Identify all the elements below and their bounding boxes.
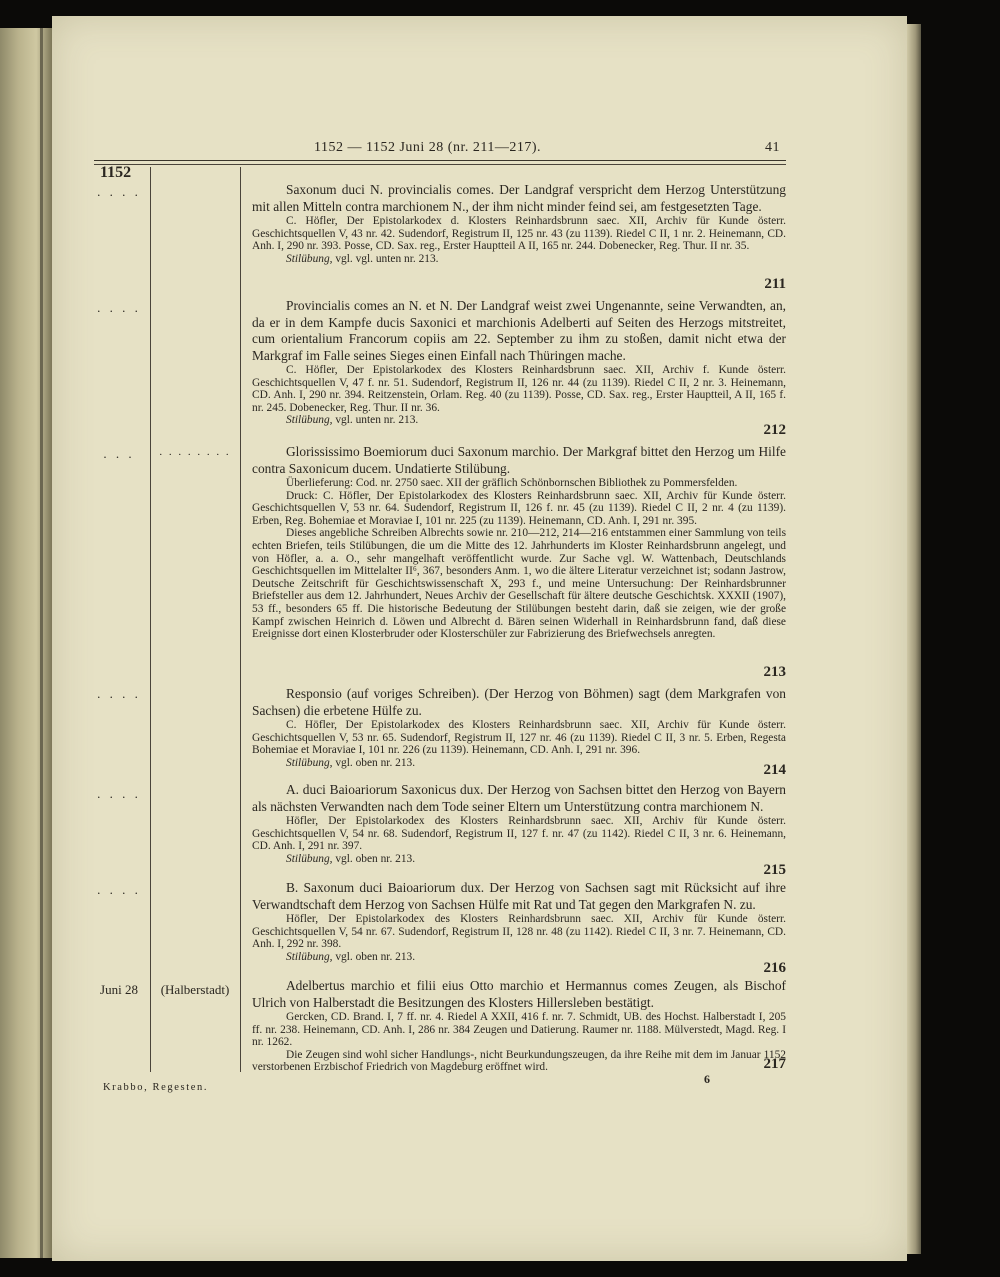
column-divider-place — [240, 167, 241, 1072]
entry-number: 216 — [763, 960, 786, 976]
date-marker: . . . . — [97, 882, 141, 897]
regest-entry-213 — [252, 444, 786, 680]
year-label: 1152 — [100, 164, 132, 181]
entry-tradition: Überlieferung: Cod. nr. 2750 saec. XII der gräflich Schönbornschen Bibliothek zu Pommersfelden. — [286, 477, 738, 489]
entry-sources: C. Höfler, Der Epistolarkodex d. Klosters Reinhardsbrunn saec. XII, Archiv für Kunde österr. Geschichtsquellen V, 43 nr. 42. Sudendorf, Registrum II, 125 nr. 43 (zu 1139). Riedel C II, 1 nr. 2. Heinemann, CD. Anh. I, 290 nr. 393. Posse, CD. Sax. reg., Erster Hauptteil A II, 165 nr. 244. Dobenecker, Reg. Thur. II nr. 35. — [252, 215, 786, 253]
stil-text: vgl. oben nr. 213. — [332, 756, 416, 769]
entry-summary: Responsio (auf voriges Schreiben). (Der Herzog von Böhmen) sagt (dem Markgrafen von Sachsen) die erbetene Hülfe zu. — [252, 686, 786, 718]
sheet-signature: 6 — [704, 1072, 710, 1086]
entry-number: 212 — [763, 422, 786, 438]
regest-entry-216 — [252, 880, 786, 976]
entry-remark — [286, 253, 786, 266]
entry-sources: C. Höfler, Der Epistolarkodex des Klosters Reinhardsbrunn saec. XII, Archiv für Kunde österr. Geschichtsquellen V, 53 nr. 65. Sudendorf, Registrum II, 127 nr. 46 (zu 1139). Riedel C II, 3 nr. 5. Erben, Regesta Bohemiae et Moraviae I, 101 nr. 226 (zu 1139). Heinemann, CD. Anh. I, 291 nr. 396. — [252, 719, 786, 757]
entry-number: 215 — [763, 862, 786, 878]
entry-sources: C. Höfler, Der Epistolarkodex des Klosters Reinhardsbrunn saec. XII, Archiv f. Kunde österr. Geschichtsquellen V, 47 f. nr. 51. Sudendorf, Registrum II, 126 nr. 44 (zu 1139). Riedel C II, 2 nr. 3. Heinemann, CD. Anh. I, 290 nr. 394. Reitzenstein, Orlam. Reg. 40 (zu 1139). Posse, CD. Sax. reg., Erster Hauptteil, A II, 165 f. nr. 245. Dobenecker, Reg. Thur. II nr. 36. — [252, 364, 786, 414]
entry-print: Druck: C. Höfler, Der Epistolarkodex des Klosters Reinhardsbrunn saec. XII, Archiv für Kunde österr. Geschichtsquellen V, 53 nr. 64. Sudendorf, Registrum II, 126 f. nr. 45 (zu 1139). Riedel C II, 2 nr. 4 (zu 1139). Erben, Reg. Bohemiae et Moraviae I, 101 nr. 225 (zu 1139). Heinemann, CD. Anh. I, 291 nr. 395. — [252, 489, 786, 527]
header-rule — [94, 160, 786, 161]
page-edge — [907, 24, 921, 1254]
entry-commentary: Dieses angebliche Schreiben Albrechts sowie nr. 210—212, 214—216 entstammen einer Sammlung von teils echten Briefen, teils Stilübungen, die um die Mitte des 12. Jahrhunderts im Kloster Reinhardsbrunn angelegt, und von Höfler, a. a. O., sehr mangelhaft veröffentlicht wurde. Zur Sache vgl. W. Wattenbach, Deutschlands Geschichtsquellen im Mittelalter II⁶, 367, besonders Anm. 1, wo die ältere Literatur verzeichnet ist; sodann Jastrow, Deutsche Zeitschrift für Geschichtswissenschaft X, 293 f., und meine Untersuchung: Der Reinhardsbrunner Briefsteller aus dem 12. Jahrhundert, Neues Archiv der Gesellschaft für ältere deutsche Geschichtsk. XXXII (1907), 53 ff., besonders 65 ff. Die historische Bedeutung der Stilübungen besteht darin, daß sie zeigen, wie der große Kampf zwischen Heinrich d. Löwen und Albrecht d. Bären seinen Widerhall in Reinhardsbrunn fand, daß diese Ereignisse dort einen Klosterbruder oder Klosterschüler zur Fabrizierung des Briefwechsels anregten. — [252, 527, 786, 641]
date-marker: . . . . — [97, 786, 141, 801]
entry-remark — [286, 414, 786, 427]
entry-number: 213 — [763, 664, 786, 680]
entry-place: (Halberstadt) — [160, 982, 230, 997]
regest-entry-211 — [252, 182, 786, 290]
regest-entry-214 — [252, 686, 786, 778]
entry-summary: Adelbertus marchio et filii eius Otto marchio et Hermannus comes Zeugen, als Bischof Ulrich von Halberstadt die Besitzungen des Klosters Hillersleben bestätigt. — [252, 978, 786, 1010]
date-marker: . . . . — [97, 300, 141, 315]
entry-sources: Höfler, Der Epistolarkodex des Klosters Reinhardsbrunn saec. XII, Archiv für Kunde österr. Geschichtsquellen V, 54 nr. 67. Sudendorf, Registrum II, 128 nr. 48 (zu 1142). Riedel C II, 3 nr. 7. Heinemann, CD. Anh. I, 292 nr. 398. — [252, 913, 786, 951]
stil-text: vgl. oben nr. 213. — [332, 950, 416, 963]
entry-date: Juni 28 — [100, 982, 138, 997]
date-marker: . . . . — [97, 184, 141, 199]
place-marker: . . . . . . . . — [159, 446, 231, 458]
date-marker: . . . . — [97, 686, 141, 701]
entry-summary: A. duci Baioariorum Saxonicus dux. Der Herzog von Sachsen bittet den Herzog von Bayern als nächsten Verwandten nach dem Tode seiner Eltern um Unterstützung contra marchionem N. — [252, 782, 786, 814]
page-fold — [40, 28, 43, 1258]
stil-label: Stilübung, — [286, 950, 333, 963]
entry-sources: Gercken, CD. Brand. I, 7 ff. nr. 4. Riedel A XXII, 416 f. nr. 7. Schmidt, UB. des Hochst. Halberstadt I, 205 ff. nr. 238. Heinemann, CD. Anh. I, 286 nr. 384 Zeugen und Datierung. Raumer nr. 1188. Mülverstedt, Magd. Reg. I nr. 1262. — [252, 1011, 786, 1049]
entry-remark — [286, 757, 786, 770]
entry-sources: Höfler, Der Epistolarkodex des Klosters Reinhardsbrunn saec. XII, Archiv für Kunde österr. Geschichtsquellen V, 54 nr. 68. Sudendorf, Registrum II, 127 f. nr. 47 (zu 1142). Riedel C II, 3 nr. 6. Heinemann, CD. Anh. I, 291 nr. 397. — [252, 815, 786, 853]
entry-commentary: Die Zeugen sind wohl sicher Handlungs-, nicht Beurkundungszeugen, da ihre Reihe mit dem im Januar 1152 verstorbenen Erzbischof Friedrich von Magdeburg eröffnet wird. — [252, 1048, 786, 1074]
stil-label: Stilübung, — [286, 414, 333, 427]
stil-label: Stilübung, — [286, 756, 333, 769]
entry-summary: Saxonum duci N. provincialis comes. Der Landgraf verspricht dem Herzog Unterstützung mit allen Mitteln contra marchionem N., der ihm nicht minder feind sei, am festgesetzten Tage. — [252, 182, 786, 214]
stil-text: vgl. oben nr. 213. — [332, 852, 416, 865]
page-header — [94, 140, 786, 162]
regest-entry-217 — [252, 978, 786, 1074]
entry-remark — [286, 951, 786, 964]
footer-title: Krabbo, Regesten. — [103, 1082, 209, 1093]
entry-number: 214 — [763, 762, 786, 778]
entry-remark — [286, 853, 786, 866]
regest-entry-215 — [252, 782, 786, 878]
date-marker: . . . — [103, 446, 135, 461]
column-divider-date — [150, 167, 151, 1072]
entry-number: 217 — [763, 1056, 786, 1072]
left-page-edge — [0, 28, 52, 1258]
entry-number: 211 — [764, 276, 786, 292]
entry-summary: B. Saxonum duci Baioariorum dux. Der Herzog von Sachsen sagt mit Rücksicht auf ihre Verwandtschaft dem Herzog von Sachsen Hülfe mit Rat und Tat gegen den Markgrafen N. zu. — [252, 880, 786, 912]
entry-summary: Glorississimo Boemiorum duci Saxonum marchio. Der Markgraf bittet den Herzog um Hilfe contra Saxonicum ducem. Undatierte Stilübung. — [252, 444, 786, 476]
running-title: 1152 — 1152 Juni 28 (nr. 211—217). — [314, 140, 541, 155]
stil-label: Stilübung, — [286, 252, 333, 265]
stil-text: vgl. vgl. unten nr. 213. — [332, 252, 439, 265]
page-number: 41 — [765, 140, 780, 155]
stil-text: vgl. unten nr. 213. — [332, 414, 419, 427]
regest-entry-212 — [252, 298, 786, 438]
header-rule-thin — [94, 164, 786, 165]
entry-summary: Provincialis comes an N. et N. Der Landgraf weist zwei Ungenannte, seine Verwandten, an, da er in dem Kampfe ducis Saxonici et marchionis Adelberti auf Seiten des Herzogs mitstreitet, cum orientalium Francorum copiis am 22. September zu ihm zu stoßen, damit nicht etwa der Markgraf im Falle seines Sieges einen Einfall nach Thüringen mache. — [252, 298, 786, 363]
stil-label: Stilübung, — [286, 852, 333, 865]
